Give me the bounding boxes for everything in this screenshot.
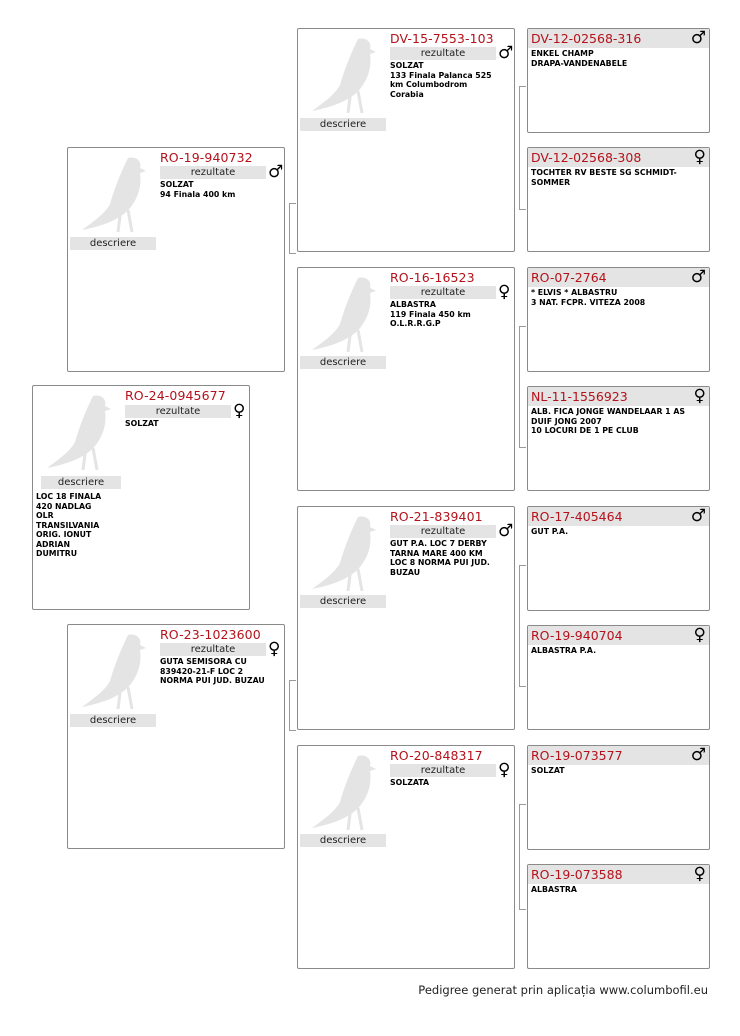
sex-symbol-icon: ♀ [693, 147, 706, 167]
sex-symbol-icon: ♀ [498, 760, 511, 780]
card-header [528, 29, 709, 48]
ring-number: DV-12-02568-316 [531, 31, 642, 46]
description-button[interactable]: descriere [70, 714, 156, 727]
sex-symbol-icon: ♂ [690, 267, 706, 287]
ring-number: NL-11-1556923 [531, 389, 628, 404]
pigeon-silhouette-icon [306, 33, 386, 115]
results-button[interactable]: rezultate [160, 166, 266, 179]
ring-number: DV-15-7553-103 [390, 31, 494, 46]
description-button[interactable]: descriere [41, 476, 121, 489]
card-header [528, 148, 709, 167]
pigeon-info: GUT P.A. [531, 527, 569, 536]
ring-number: RO-24-0945677 [125, 388, 226, 403]
pedigree-connector [519, 326, 526, 448]
card-header [528, 626, 709, 645]
pigeon-silhouette-icon [76, 152, 156, 234]
grandparent-card [297, 745, 515, 969]
ring-number: RO-20-848317 [390, 748, 483, 763]
pigeon-info: TOCHTER RV BESTE SG SCHMIDT- SOMMER [531, 168, 677, 187]
description-button[interactable]: descriere [300, 834, 386, 847]
pigeon-silhouette-icon [306, 272, 386, 354]
ring-number: RO-17-405464 [531, 509, 623, 524]
pedigree-connector [289, 203, 296, 254]
card-header [528, 387, 709, 406]
pigeon-info: ALBASTRA 119 Finala 450 km O.L.R.R.G.P [390, 300, 471, 328]
ring-number: RO-21-839401 [390, 509, 483, 524]
pedigree-connector [519, 86, 526, 210]
ring-number: RO-16-16523 [390, 270, 475, 285]
great-grandparent-card [527, 267, 710, 372]
results-button[interactable]: rezultate [390, 286, 496, 299]
sex-symbol-icon: ♂ [268, 162, 284, 182]
pigeon-description: LOC 18 FINALA 420 NADLAG OLR TRANSILVANIA ORIG. IONUT ADRIAN DUMITRU [36, 492, 102, 558]
pigeon-info: GUT P.A. LOC 7 DERBY TARNA MARE 400 KM LOC 8 NORMA PUI JUD. BUZAU [390, 539, 490, 577]
pigeon-info: ALBASTRA [531, 885, 577, 894]
results-button[interactable]: rezultate [390, 764, 496, 777]
pigeon-info: ENKEL CHAMP DRAPA-VANDENABELE [531, 49, 628, 68]
sex-symbol-icon: ♀ [233, 401, 246, 421]
sex-symbol-icon: ♀ [498, 282, 511, 302]
pigeon-info: ALBASTRA P.A. [531, 646, 597, 655]
pigeon-info: SOLZAT 94 Finala 400 km [160, 180, 236, 199]
sex-symbol-icon: ♀ [693, 625, 706, 645]
great-grandparent-card [527, 506, 710, 611]
pigeon-info: ALB. FICA JONGE WANDELAAR 1 AS DUIF JONG 2007 10 LOCURI DE 1 PE CLUB [531, 407, 685, 435]
results-button[interactable]: rezultate [160, 643, 266, 656]
grandparent-card [297, 267, 515, 491]
sex-symbol-icon: ♀ [693, 864, 706, 884]
sex-symbol-icon: ♂ [690, 745, 706, 765]
pigeon-info: SOLZATA [390, 778, 430, 787]
footer-credit: Pedigree generat prin aplicația www.columbofil.eu [418, 983, 708, 997]
results-button[interactable]: rezultate [390, 525, 496, 538]
pigeon-silhouette-icon [306, 511, 386, 593]
parent-card-dam [67, 624, 285, 849]
description-button[interactable]: descriere [300, 356, 386, 369]
pigeon-info: SOLZAT [531, 766, 565, 775]
pigeon-info: GUTA SEMISORA CU 839420-21-F LOC 2 NORMA PUI JUD. BUZAU [160, 657, 265, 685]
pigeon-silhouette-icon [306, 750, 386, 832]
description-button[interactable]: descriere [300, 118, 386, 131]
great-grandparent-card [527, 147, 710, 252]
sex-symbol-icon: ♂ [690, 506, 706, 526]
description-button[interactable]: descriere [70, 237, 156, 250]
ring-number: RO-19-073577 [531, 748, 623, 763]
great-grandparent-card [527, 745, 710, 850]
parent-card-sire [67, 147, 285, 372]
pedigree-connector [519, 565, 526, 687]
great-grandparent-card [527, 625, 710, 730]
sex-symbol-icon: ♂ [498, 43, 514, 63]
card-header [528, 746, 709, 765]
great-grandparent-card [527, 386, 710, 491]
pigeon-info: * ELVIS * ALBASTRU 3 NAT. FCPR. VITEZA 2008 [531, 288, 646, 307]
sex-symbol-icon: ♂ [498, 521, 514, 541]
pigeon-silhouette-icon [41, 390, 121, 472]
ring-number: DV-12-02568-308 [531, 150, 642, 165]
ring-number: RO-19-940704 [531, 628, 623, 643]
pigeon-info: SOLZAT 133 Finala Palanca 525 km Columbodrom Corabia [390, 61, 492, 99]
card-header [528, 865, 709, 884]
ring-number: RO-19-073588 [531, 867, 623, 882]
description-button[interactable]: descriere [300, 595, 386, 608]
ring-number: RO-07-2764 [531, 270, 607, 285]
great-grandparent-card [527, 864, 710, 969]
sex-symbol-icon: ♀ [268, 639, 281, 659]
grandparent-card [297, 28, 515, 252]
great-grandparent-card [527, 28, 710, 133]
pigeon-info: SOLZAT [125, 419, 159, 428]
ring-number: RO-23-1023600 [160, 627, 261, 642]
pedigree-connector [519, 804, 526, 910]
subject-card [32, 385, 250, 610]
pigeon-silhouette-icon [76, 629, 156, 711]
card-header [528, 268, 709, 287]
pedigree-connector [289, 680, 296, 731]
ring-number: RO-19-940732 [160, 150, 253, 165]
grandparent-card [297, 506, 515, 730]
sex-symbol-icon: ♂ [690, 28, 706, 48]
results-button[interactable]: rezultate [125, 405, 231, 418]
sex-symbol-icon: ♀ [693, 386, 706, 406]
card-header [528, 507, 709, 526]
results-button[interactable]: rezultate [390, 47, 496, 60]
